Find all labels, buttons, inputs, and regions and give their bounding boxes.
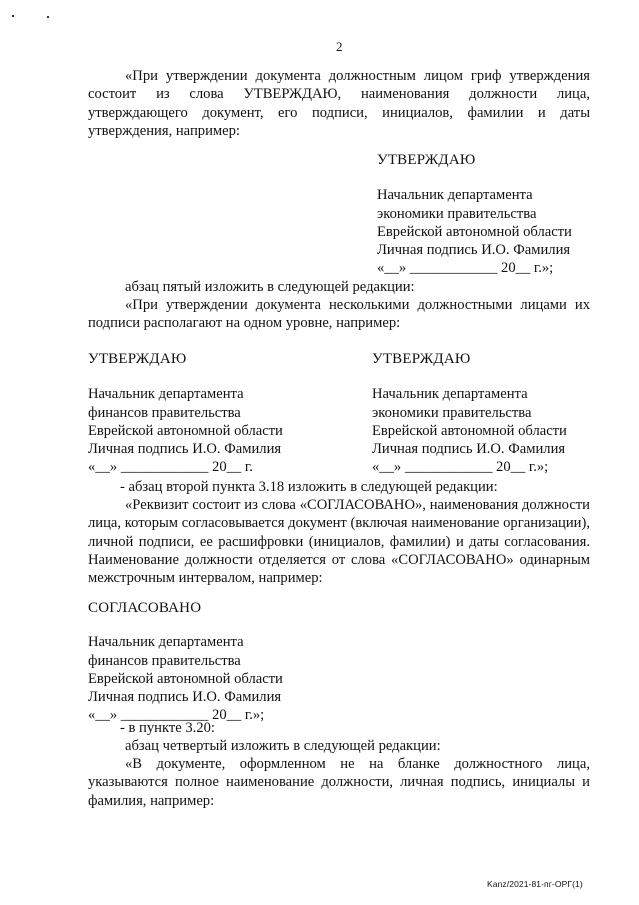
stamp-line: финансов правительства <box>88 404 241 421</box>
approval-stamp-right <box>372 350 567 477</box>
paragraph-amend-3-18: - абзац второй пункта 3.18 изложить в следующей редакции: <box>120 479 498 495</box>
stamp-date-line: «__» ____________ 20__ г.»; <box>377 260 554 277</box>
stamp-line: Начальник департамента <box>88 386 244 403</box>
stamp-line: Личная подпись И.О. Фамилия <box>88 689 282 706</box>
stamp-heading: СОГЛАСОВАНО <box>88 600 202 616</box>
paragraph-not-on-letterhead: «В документе, оформленном не на бланке должностного лица, указываются полное наименование должности, личная подпись, инициалы и фамилия, например: <box>88 756 590 809</box>
paragraph-requisite: «Реквизит состоит из слова «СОГЛАСОВАНО», наименования должности лица, которым согласовывается документ (включая наименование организации), личной подписи, ее расшифровки (инициалов, фамилии) и даты согласования. Наименование должности отделяется от слова «СОГЛАСОВАНО» одинарным межстрочным интервалом, например: <box>88 497 590 587</box>
stamp-line: Еврейской автономной области <box>372 422 567 439</box>
stamp-line: экономики правительства <box>372 404 532 421</box>
paragraph-multiple-approvers: «При утверждении документа несколькими должностными лицами их подписи располагают на одном уровне, например: <box>88 297 590 332</box>
stamp-line: Начальник департамента <box>372 386 528 403</box>
stamp-heading: УТВЕРЖДАЮ <box>88 351 187 367</box>
stamp-line: Личная подпись И.О. Фамилия <box>372 441 566 458</box>
footer-document-code: Kanz/2021-81-пг-ОРГ(1) <box>487 879 583 889</box>
paragraph-approval-intro: «При утверждении документа должностным лицом гриф утверждения состоит из слова УТВЕРЖДАЮ, наименования должности лица, утверждающего документ, его подписи, инициалов, фамилии и даты утверждения, например: <box>88 68 590 139</box>
stamp-line: Еврейской автономной области <box>88 422 283 439</box>
stamp-line: Начальник департамента <box>377 187 533 204</box>
paragraph-amend-3-20: - в пункте 3.20: <box>120 720 215 736</box>
stamp-gap <box>372 368 567 385</box>
stamp-line: экономики правительства <box>377 205 537 222</box>
stamp-heading: УТВЕРЖДАЮ <box>377 152 476 168</box>
stamp-line: Начальник департамента <box>88 634 244 651</box>
stamp-gap <box>377 169 572 186</box>
agreement-stamp <box>88 599 283 725</box>
stamp-heading: УТВЕРЖДАЮ <box>372 351 471 367</box>
paragraph-amend-fourth: абзац четвертый изложить в следующей редакции: <box>125 738 441 754</box>
approval-stamp-single <box>377 151 572 278</box>
paragraph-amend-fifth: абзац пятый изложить в следующей редакции: <box>125 279 415 295</box>
stamp-date-line: «__» ____________ 20__ г. <box>88 459 253 476</box>
stamp-line: финансов правительства <box>88 652 241 669</box>
scan-speck <box>47 16 49 18</box>
stamp-date-line: «__» ____________ 20__ г.»; <box>372 459 549 476</box>
page-number: 2 <box>336 39 343 54</box>
stamp-line: Личная подпись И.О. Фамилия <box>88 441 282 458</box>
stamp-gap <box>88 617 283 633</box>
scan-speck <box>12 15 14 17</box>
approval-stamp-left <box>88 350 283 477</box>
stamp-date-line: «__» ____________ 20__ г.»; <box>88 707 265 724</box>
stamp-gap <box>88 368 283 385</box>
stamp-line: Еврейской автономной области <box>88 670 283 687</box>
stamp-line: Личная подпись И.О. Фамилия <box>377 242 571 259</box>
stamp-line: Еврейской автономной области <box>377 223 572 240</box>
